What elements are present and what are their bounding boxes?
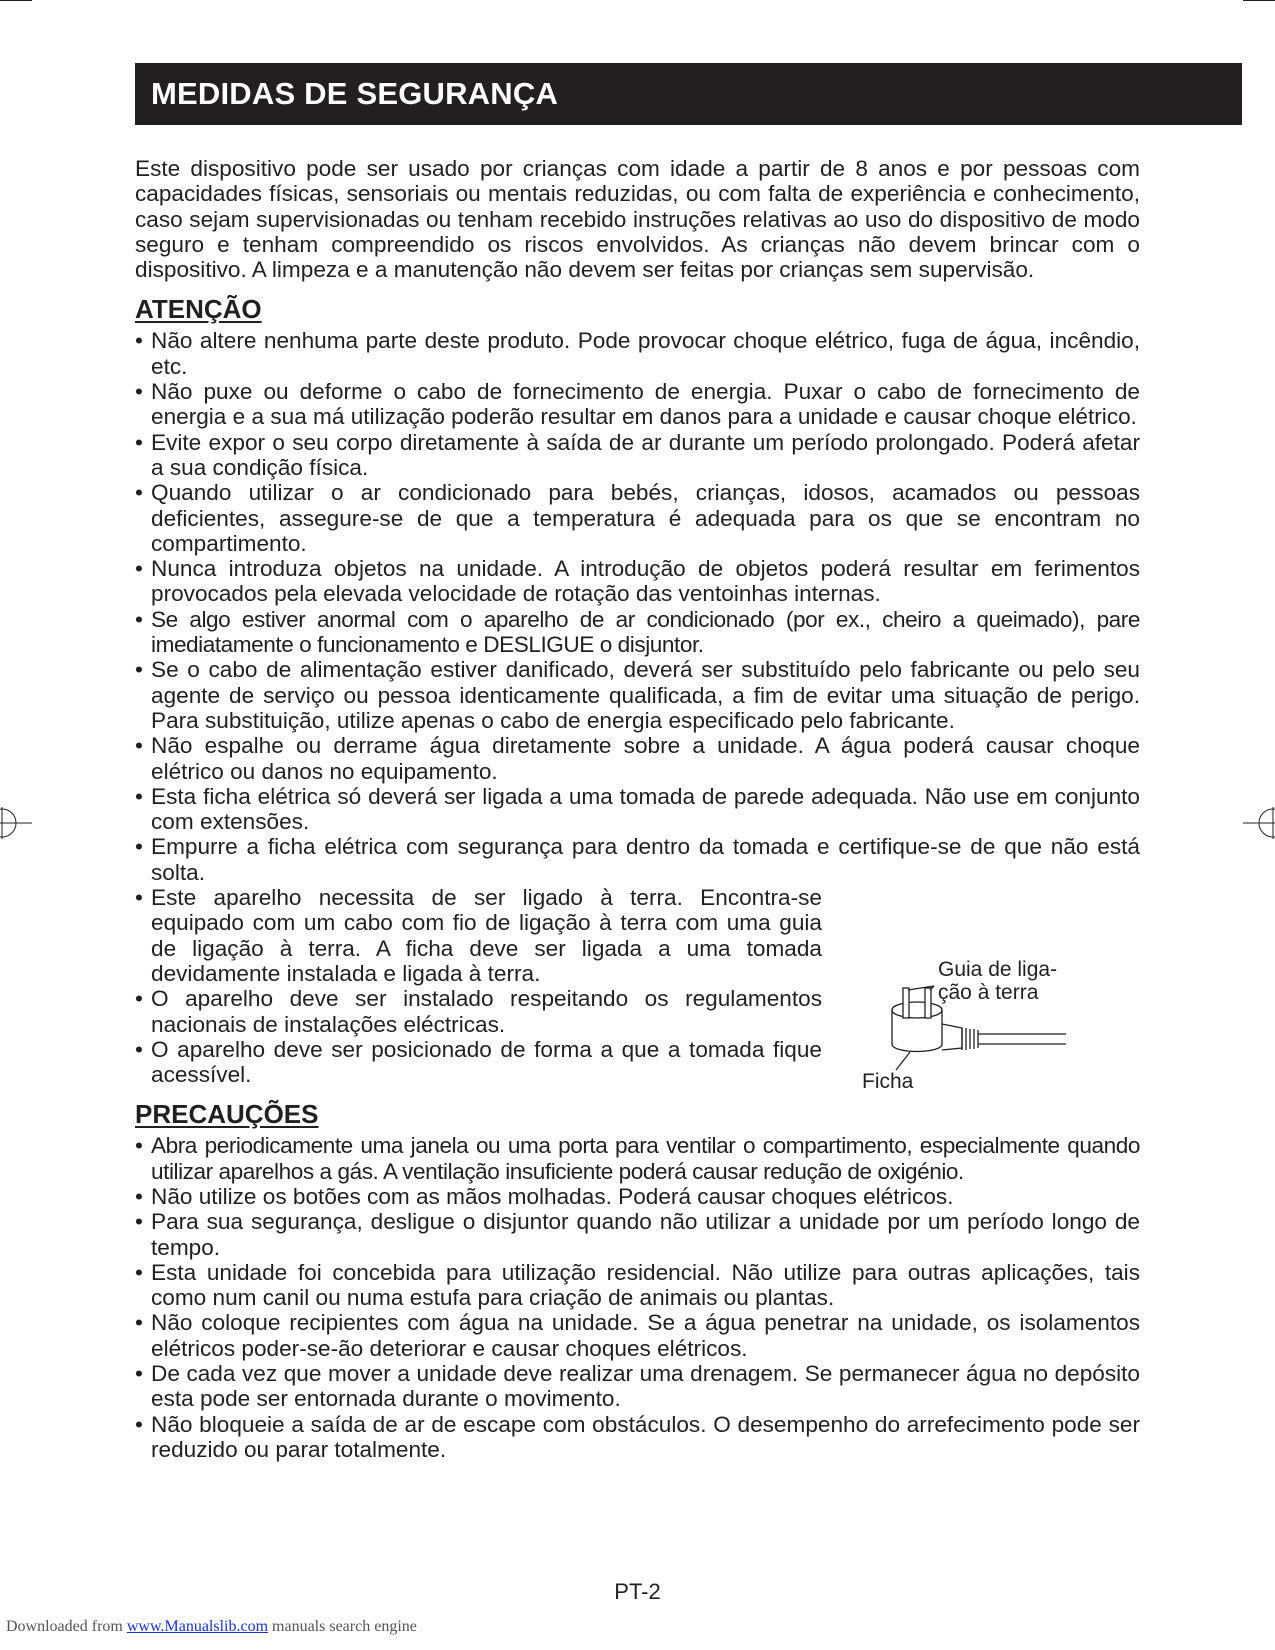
attention-item: • Não puxe ou deforme o cabo de fornecimento de energia. Puxar o cabo de fornecimento de energia e a sua má utilização poderão resultar em danos para a unidade e causar choque elétrico.	[135, 379, 1140, 430]
attention-item: • Este aparelho necessita de ser ligado à terra. Encontra-se equipado com um cabo com fio de ligação à terra com uma guia de ligação à terra. A ficha deve ser ligada a uma tomada devidamente instalada e ligada à terra.	[135, 885, 822, 986]
attention-list	[135, 328, 1140, 885]
precaution-item: • Para sua segurança, desligue o disjuntor quando não utilizar a unidade por um período longo de tempo.	[135, 1209, 1140, 1260]
attention-item: • O aparelho deve ser posicionado de forma a que a tomada fique acessível.	[135, 1037, 822, 1088]
attention-item: • Não altere nenhuma parte deste produto. Pode provocar choque elétrico, fuga de água, incêndio, etc.	[135, 328, 1140, 379]
page-number: PT-2	[614, 1579, 661, 1604]
precaution-item: • Não coloque recipientes com água na unidade. Se a água penetrar na unidade, os isolamentos elétricos poder-se-ão deteriorar e causar choques elétricos.	[135, 1310, 1140, 1361]
attention-item: • Não espalhe ou derrame água diretamente sobre a unidade. A água poderá causar choque elétrico ou danos no equipamento.	[135, 733, 1140, 784]
precautions-heading: PRECAUÇÕES	[135, 1099, 319, 1130]
page-title: MEDIDAS DE SEGURANÇA	[151, 76, 559, 111]
footer-prefix: Downloaded from	[6, 1618, 127, 1635]
precaution-item: • Abra periodicamente uma janela ou uma porta para ventilar o compartimento, especialmente quando utilizar aparelhos a gás. A ventilação insuficiente poderá causar redução de oxigénio.	[135, 1133, 1140, 1184]
attention-item: • Empurre a ficha elétrica com segurança para dentro da tomada e certifique-se de que não está solta.	[135, 834, 1140, 885]
footer-suffix: manuals search engine	[268, 1618, 417, 1635]
manualslib-link[interactable]: www.Manualslib.com	[126, 1618, 269, 1635]
precaution-item: • Não utilize os botões com as mãos molhadas. Poderá causar choques elétricos.	[135, 1184, 1140, 1209]
ground-label-line1: Guia de liga-	[938, 958, 1058, 981]
download-footer	[6, 1618, 417, 1636]
attention-item: • O aparelho deve ser instalado respeitando os regulamentos nacionais de instalações eléctricas.	[135, 986, 822, 1037]
section-header-bar	[135, 63, 1242, 125]
main-content	[135, 156, 1140, 1462]
attention-item: • Se algo estiver anormal com o aparelho de ar condicionado (por ex., cheiro a queimado), pare imediatamente o funcionamento e DESLIGUE o disjuntor.	[135, 607, 1140, 658]
registration-mark-left	[0, 807, 32, 839]
precaution-item: • De cada vez que mover a unidade deve realizar uma drenagem. Se permanecer água no depósito esta pode ser entornada durante o movimento.	[135, 1361, 1140, 1412]
attention-item: • Esta ficha elétrica só deverá ser ligada a uma tomada de parede adequada. Não use em conjunto com extensões.	[135, 784, 1140, 835]
attention-heading: ATENÇÃO	[135, 294, 262, 325]
plug-label: Ficha	[862, 1070, 914, 1093]
precautions-list	[135, 1133, 1140, 1462]
crop-mark-top-left	[0, 0, 32, 1]
attention-item: • Evite expor o seu corpo diretamente à saída de ar durante um período prolongado. Poderá afetar a sua condição física.	[135, 430, 1140, 481]
precaution-item: • Esta unidade foi concebida para utilização residencial. Não utilize para outras aplicações, tais como num canil ou numa estufa para criação de animais ou plantas.	[135, 1260, 1140, 1311]
ground-label-line2: ção à terra	[938, 981, 1039, 1004]
crop-mark-top-right	[1243, 0, 1275, 1]
attention-item: • Nunca introduza objetos na unidade. A introdução de objetos poderá resultar em ferimentos provocados pela elevada velocidade de rotação das ventoinhas internas.	[135, 556, 1140, 607]
attention-item: • Quando utilizar o ar condicionado para bebés, crianças, idosos, acamados ou pessoas deficientes, assegure-se de que a temperatura é adequada para os que se encontram no compartimento.	[135, 480, 1140, 556]
intro-paragraph: Este dispositivo pode ser usado por crianças com idade a partir de 8 anos e por pessoas com capacidades físicas, sensoriais ou mentais reduzidas, ou com falta de experiência e conhecimento, caso sejam supervisionadas ou tenham recebido instruções relativas ao uso do dispositivo de modo seguro e tenham compreendido os riscos envolvidos. As crianças não devem brincar com o dispositivo. A limpeza e a manutenção não devem ser feitas por crianças sem supervisão.	[135, 156, 1140, 283]
precaution-item: • Não bloqueie a saída de ar de escape com obstáculos. O desempenho do arrefecimento pode ser reduzido ou parar totalmente.	[135, 1412, 1140, 1463]
registration-mark-right	[1243, 807, 1275, 839]
attention-item: • Se o cabo de alimentação estiver danificado, deverá ser substituído pelo fabricante ou pelo seu agente de serviço ou pessoa identicamente qualificada, a fim de evitar uma situação de perigo. Para substituição, utilize apenas o cabo de energia especificado pelo fabricante.	[135, 657, 1140, 733]
ground-label	[938, 958, 1057, 1004]
grounded-plug-figure	[862, 958, 1110, 1120]
